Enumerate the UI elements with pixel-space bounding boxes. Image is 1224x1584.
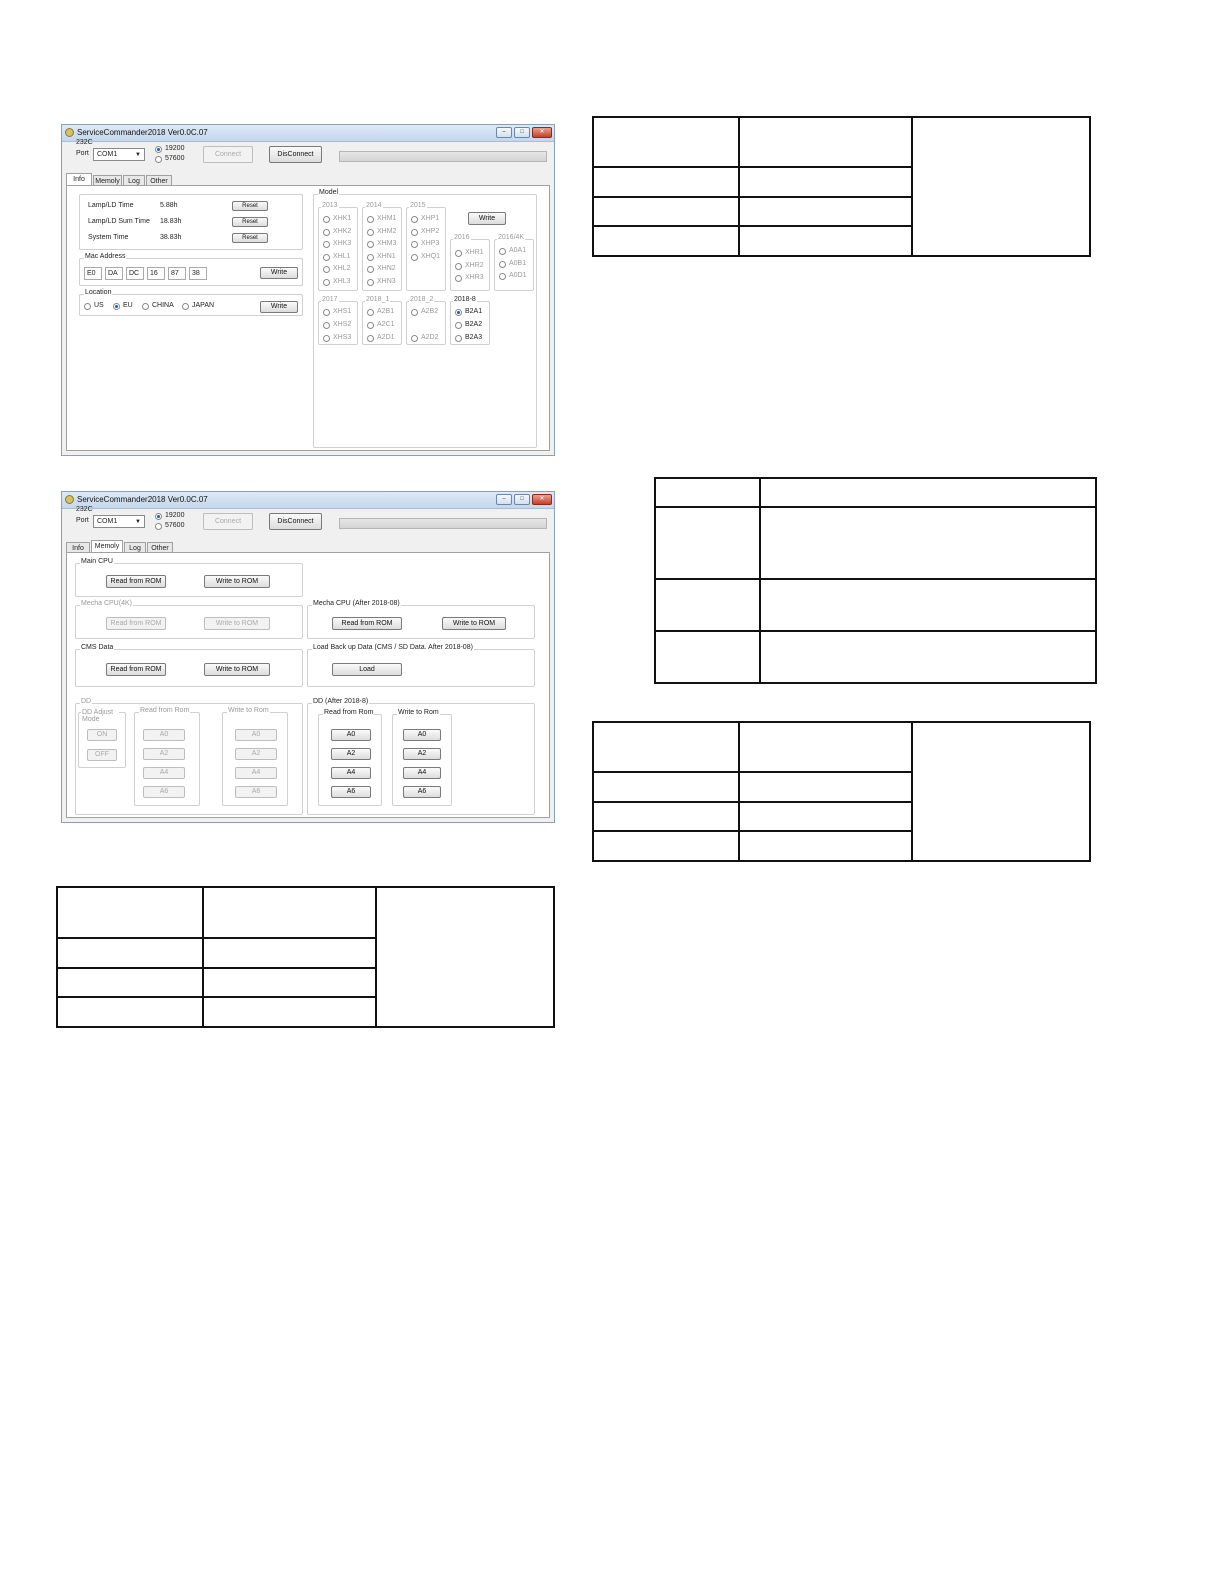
baud-57600-label: 57600 [165,522,185,529]
table-row [57,887,554,938]
dd-after-write-a2-button[interactable]: A2 [403,748,441,760]
disconnect-button[interactable]: DisConnect [269,146,322,163]
baud-19200-radio[interactable] [155,513,162,520]
mac-byte-5[interactable]: 87 [168,267,186,280]
table-cell [655,579,760,631]
cms-data-group [75,644,303,687]
model-label: XHP1 [421,215,440,222]
model-radio[interactable] [367,322,374,329]
mac-byte-3[interactable]: DC [126,267,144,280]
model-write-button[interactable]: Write [468,212,506,225]
model-label: XHM2 [377,228,397,235]
model-radio[interactable] [367,266,374,273]
table-cell [760,631,1096,683]
service-commander-window-memoly [61,491,555,823]
disconnect-button[interactable]: DisConnect [269,513,322,530]
model-radio[interactable] [411,229,418,236]
mecha-cpu-after-write-button[interactable]: Write to ROM [442,617,506,630]
dd-after-write-to-rom-group [392,709,452,806]
dd-write-to-rom-group [222,707,288,806]
dd-after-group [307,698,535,815]
dd-write-to-rom-title: Write to Rom [228,707,269,714]
mac-address-group [79,253,303,286]
tab-other[interactable]: Other [146,175,172,186]
table-cell [203,968,376,998]
model-label: XHN1 [377,253,396,260]
model-radio[interactable] [367,279,374,286]
mecha-cpu-4k-group [75,600,303,639]
model-group-2016 [450,234,490,291]
table-cell [739,722,912,772]
model-label: XHP3 [421,240,440,247]
load-backup-group [307,644,535,687]
model-radio[interactable] [367,309,374,316]
model-radio[interactable] [323,254,330,261]
progress-bar [339,151,547,162]
table-cell [593,802,739,832]
model-label: A2B1 [377,308,395,315]
model-radio[interactable] [323,309,330,316]
model-radio[interactable] [367,216,374,223]
system-time-value: 38.83h [160,234,182,241]
location-japan-radio[interactable] [182,303,189,310]
model-label: XHL2 [333,265,351,272]
model-label: XHS2 [333,321,352,328]
table-row [593,722,1090,772]
location-china-label: CHINA [152,302,174,309]
model-label: XHN2 [377,265,396,272]
dd-adjust-off-button[interactable]: OFF [87,749,117,761]
model-radio[interactable] [455,275,462,282]
time-group [79,194,303,250]
title-bar[interactable] [62,492,554,509]
model-radio[interactable] [367,241,374,248]
tab-memoly[interactable]: Memoly [91,540,123,553]
mecha-cpu-4k-write-button[interactable]: Write to ROM [204,617,270,630]
dd-after-read-from-rom-title: Read from Rom [324,709,374,716]
dd-after-read-from-rom-group [318,709,382,806]
info-panel [66,185,550,451]
dd-read-a0-button[interactable]: A0 [143,729,185,741]
dd-write-a4-button[interactable]: A4 [235,767,277,779]
tab-memoly[interactable]: Memoly [93,175,122,186]
table-cell [655,507,760,579]
model-radio[interactable] [455,263,462,270]
table-cell [376,887,554,1027]
mecha-cpu-4k-read-button[interactable]: Read from ROM [106,617,166,630]
section-232c-label: 232C [76,506,93,513]
model-group-2018-2-title: 2018_2 [410,296,434,303]
tab-info[interactable]: Info [66,542,90,553]
table-cell [739,831,912,861]
dd-adjust-on-button[interactable]: ON [87,729,117,741]
minimize-icon[interactable]: – [496,494,512,505]
model-group-2018-1-title: 2018_1 [366,296,390,303]
table-cell [739,802,912,832]
model-label: XHM1 [377,215,397,222]
table-cell [760,579,1096,631]
connect-button[interactable]: Connect [203,146,253,163]
chevron-down-icon: ▼ [135,152,141,158]
chevron-down-icon: ▼ [135,519,141,525]
table-cell [593,722,739,772]
model-radio[interactable] [323,216,330,223]
dd-read-a2-button[interactable]: A2 [143,748,185,760]
mecha-cpu-4k-title: Mecha CPU(4K) [81,600,132,607]
dd-after-read-a4-button[interactable]: A4 [331,767,371,779]
port-value: COM1 [97,151,118,158]
model-radio[interactable] [367,335,374,342]
minimize-icon[interactable]: – [496,127,512,138]
model-group-2015 [406,202,446,291]
model-radio[interactable] [323,322,330,329]
model-group-2016-title: 2016 [454,234,470,241]
model-group-2013-title: 2013 [322,202,338,209]
model-label: XHS3 [333,334,352,341]
model-radio[interactable] [367,229,374,236]
model-label: A2D1 [377,334,395,341]
model-radio[interactable] [323,241,330,248]
empty-table-bottom-left [56,886,555,1028]
dd-title: DD [81,698,92,705]
window-title: ServiceCommander2018 Ver0.0C.07 [77,128,208,137]
table-cell [739,226,912,256]
model-radio[interactable] [367,254,374,261]
model-group-2018-1 [362,296,402,345]
dd-read-from-rom-title: Read from Rom [140,707,190,714]
model-label: XHK1 [333,215,352,222]
dd-read-a6-button[interactable]: A6 [143,786,185,798]
model-group [313,189,537,448]
cms-data-title: CMS Data [81,644,114,651]
model-label: XHR1 [465,249,484,256]
reset-lamp-time-button[interactable]: Reset [232,201,268,211]
model-radio[interactable] [411,335,418,342]
model-label: A2D2 [421,334,439,341]
app-icon [65,495,74,504]
port-select[interactable] [93,148,145,161]
model-radio[interactable] [455,335,462,342]
model-label: XHS1 [333,308,352,315]
location-title: Location [85,289,112,296]
table-cell [739,197,912,227]
mecha-cpu-after-title: Mecha CPU (After 2018-08) [313,600,400,607]
baud-57600-radio[interactable] [155,156,162,163]
table-cell [739,772,912,802]
maximize-icon[interactable]: □ [514,127,530,138]
dd-after-write-a4-button[interactable]: A4 [403,767,441,779]
table-cell [912,117,1090,256]
model-radio[interactable] [411,254,418,261]
model-radio[interactable] [455,250,462,257]
close-icon[interactable]: ✕ [532,494,552,505]
table-row [655,507,1096,579]
model-group-2018-8-title: 2018-8 [454,296,476,303]
table-cell [57,997,203,1027]
main-cpu-write-button[interactable]: Write to ROM [204,575,270,588]
model-title: Model [319,189,339,196]
model-radio[interactable] [499,248,506,255]
model-label: XHN3 [377,278,396,285]
table-cell [593,197,739,227]
baud-57600-label: 57600 [165,155,185,162]
table-cell [739,167,912,197]
port-value: COM1 [97,518,118,525]
model-label: B2A2 [465,321,483,328]
model-label: A2C1 [377,321,395,328]
location-eu-label: EU [123,302,133,309]
dd-read-from-rom-group [134,707,200,806]
mecha-cpu-after-group [307,600,535,639]
tab-log[interactable]: Log [123,175,145,186]
cms-data-read-button[interactable]: Read from ROM [106,663,166,676]
empty-table-lower-right [592,721,1091,862]
model-radio[interactable] [323,335,330,342]
connect-button[interactable]: Connect [203,513,253,530]
dd-read-a4-button[interactable]: A4 [143,767,185,779]
lamp-time-label: Lamp/LD Time [88,202,134,209]
lamp-time-value: 5.88h [160,202,178,209]
model-radio[interactable] [499,261,506,268]
model-label: XHM3 [377,240,397,247]
port-label: Port [76,517,89,524]
reset-lamp-sum-time-button[interactable]: Reset [232,217,268,227]
location-write-button[interactable]: Write [260,301,298,313]
model-group-2017 [318,296,358,345]
close-icon[interactable]: ✕ [532,127,552,138]
port-select[interactable] [93,515,145,528]
model-label: XHK2 [333,228,352,235]
model-radio[interactable] [323,229,330,236]
model-label: B2A3 [465,334,483,341]
table-cell [739,117,912,167]
location-china-radio[interactable] [142,303,149,310]
section-232c-label: 232C [76,139,93,146]
model-label: XHL3 [333,278,351,285]
dd-group [75,698,303,815]
model-group-2018-8 [450,296,490,345]
table-cell [593,831,739,861]
dd-adjust-mode-title: DD Adjust Mode [81,709,119,723]
baud-19200-label: 19200 [165,512,185,519]
model-label: B2A1 [465,308,483,315]
model-label: XHR2 [465,262,484,269]
reset-system-time-button[interactable]: Reset [232,233,268,243]
model-group-2018-2 [406,296,446,345]
model-label: A0B1 [509,260,527,267]
mac-byte-2[interactable]: DA [105,267,123,280]
mecha-cpu-after-read-button[interactable]: Read from ROM [332,617,402,630]
dd-after-write-a6-button[interactable]: A6 [403,786,441,798]
main-cpu-group [75,558,303,597]
title-bar[interactable] [62,125,554,142]
service-commander-window-info [61,124,555,456]
maximize-icon[interactable]: □ [514,494,530,505]
baud-19200-radio[interactable] [155,146,162,153]
location-japan-label: JAPAN [192,302,215,309]
table-row [655,478,1096,507]
empty-table-middle-right [654,477,1097,684]
main-cpu-title: Main CPU [81,558,113,565]
table-cell [57,938,203,968]
system-time-label: System Time [88,234,129,241]
dd-adjust-mode-group [78,709,126,768]
model-label: A0D1 [509,272,527,279]
table-row [655,579,1096,631]
model-radio[interactable] [455,322,462,329]
table-cell [57,887,203,938]
table-cell [203,887,376,938]
table-cell [760,478,1096,507]
table-cell [593,226,739,256]
tab-info[interactable]: Info [66,173,92,186]
model-group-2014 [362,202,402,291]
location-group [79,289,303,316]
model-radio[interactable] [411,309,418,316]
empty-table-top-right [592,116,1091,257]
main-cpu-read-button[interactable]: Read from ROM [106,575,166,588]
model-label: A0A1 [509,247,527,254]
table-cell [655,478,760,507]
model-group-2017-title: 2017 [322,296,338,303]
port-label: Port [76,150,89,157]
window-title: ServiceCommander2018 Ver0.0C.07 [77,495,208,504]
model-label: A2B2 [421,308,439,315]
cms-data-write-button[interactable]: Write to ROM [204,663,270,676]
dd-after-read-a2-button[interactable]: A2 [331,748,371,760]
table-cell [57,968,203,998]
model-radio[interactable] [411,216,418,223]
model-group-2014-title: 2014 [366,202,382,209]
dd-after-read-a0-button[interactable]: A0 [331,729,371,741]
table-cell [655,631,760,683]
model-label: XHP2 [421,228,440,235]
dd-write-a2-button[interactable]: A2 [235,748,277,760]
progress-bar [339,518,547,529]
model-radio-b2a1[interactable] [455,309,462,316]
mac-byte-1[interactable]: E0 [84,267,102,280]
model-group-2013 [318,202,358,291]
tab-other[interactable]: Other [147,542,173,553]
model-label: XHL1 [333,253,351,260]
table-row [655,631,1096,683]
table-cell [593,772,739,802]
dd-after-write-to-rom-title: Write to Rom [398,709,439,716]
model-radio[interactable] [411,241,418,248]
location-us-label: US [94,302,104,309]
table-cell [593,117,739,167]
model-group-2016-4k-title: 2016/4K [498,234,525,241]
lamp-sum-time-value: 18.83h [160,218,182,225]
dd-after-title: DD (After 2018-8) [313,698,369,705]
location-us-radio[interactable] [84,303,91,310]
table-cell [912,722,1090,861]
load-backup-title: Load Back up Data (CMS / SD Data. After 2018-08) [313,644,473,651]
app-icon [65,128,74,137]
dd-write-a0-button[interactable]: A0 [235,729,277,741]
table-row [593,117,1090,167]
model-radio[interactable] [499,273,506,280]
model-label: XHK3 [333,240,352,247]
table-cell [760,507,1096,579]
memoly-panel [66,552,550,818]
baud-57600-radio[interactable] [155,523,162,530]
model-group-2016-4k [494,234,534,291]
model-group-2015-title: 2015 [410,202,426,209]
table-cell [593,167,739,197]
model-label: XHR3 [465,274,484,281]
model-radio[interactable] [323,266,330,273]
dd-after-write-a0-button[interactable]: A0 [403,729,441,741]
baud-19200-label: 19200 [165,145,185,152]
dd-write-a6-button[interactable]: A6 [235,786,277,798]
table-cell [203,997,376,1027]
model-radio[interactable] [323,279,330,286]
table-cell [203,938,376,968]
mac-byte-4[interactable]: 16 [147,267,165,280]
lamp-sum-time-label: Lamp/LD Sum Time [88,218,150,225]
mac-address-title: Mac Address [85,253,126,260]
load-backup-button[interactable]: Load [332,663,402,676]
location-eu-radio[interactable] [113,303,120,310]
model-label: XHQ1 [421,253,441,260]
tab-log[interactable]: Log [124,542,146,553]
dd-after-read-a6-button[interactable]: A6 [331,786,371,798]
mac-byte-6[interactable]: 38 [189,267,207,280]
mac-write-button[interactable]: Write [260,267,298,279]
